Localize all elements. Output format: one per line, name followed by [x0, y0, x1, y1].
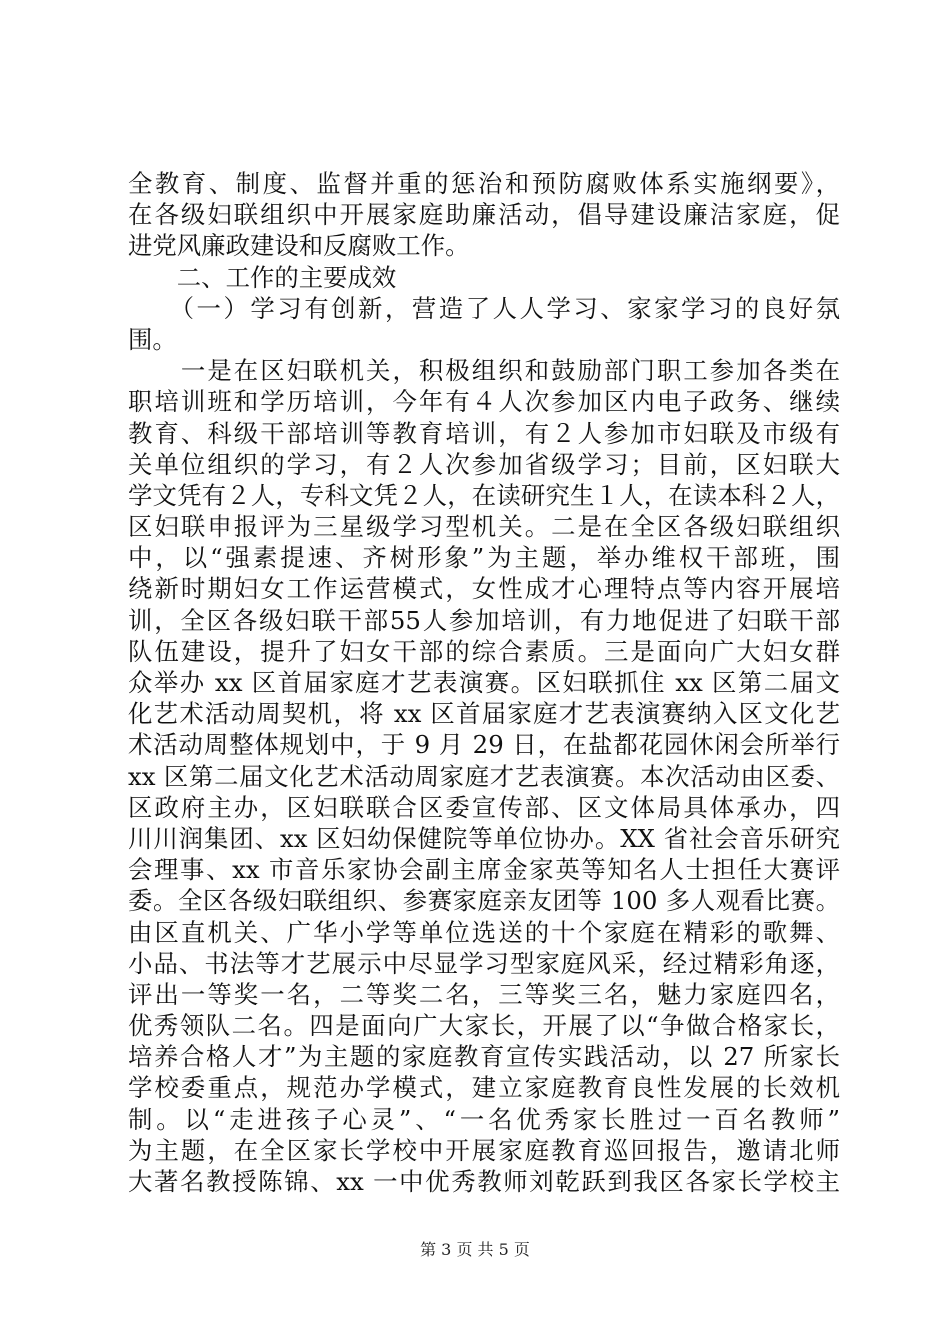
text-line: 小品、书法等才艺展示中尽显学习型家庭风采，经过精彩角逐，	[128, 948, 840, 978]
text-line: 进党风廉政建设和反腐败工作。	[128, 231, 470, 261]
text-line: 学文凭有２人，专科文凭２人，在读研究生１人，在读本科２人，	[128, 480, 840, 510]
text-line: 众举办 xx 区首届家庭才艺表演赛。区妇联抓住 xx 区第二届文	[128, 668, 840, 697]
text-line: 关单位组织的学习，有２人次参加省级学习；目前，区妇联大	[128, 449, 840, 479]
text-line: 围。	[128, 324, 177, 354]
subsection-heading: （一）学习有创新，营造了人人学习、家家学习的良好氛	[128, 293, 840, 323]
text-line: 由区直机关、广华小学等单位选送的十个家庭在精彩的歌舞、	[128, 917, 840, 947]
text-line: 大著名教授陈锦、xx 一中优秀教师刘乾跃到我区各家长学校主	[128, 1167, 840, 1196]
text-line: 制。以“走进孩子心灵”、“一名优秀家长胜过一百名教师”	[128, 1104, 840, 1134]
text-line: 职培训班和学历培训，今年有４人次参加区内电子政务、继续	[128, 387, 840, 417]
text-line: 教育、科级干部培训等教育培训，有２人参加市妇联及市级有	[128, 418, 840, 448]
text-line: 评出一等奖一名，二等奖二名，三等奖三名，魅力家庭四名，	[128, 979, 840, 1009]
text-line: 化艺术活动周契机，将 xx 区首届家庭才艺表演赛纳入区文化艺	[128, 699, 840, 729]
text-line: 术活动周整体规划中，于 9 月 29 日，在盐都花园休闲会所举行	[128, 730, 840, 760]
text-line: 队伍建设，提升了妇女干部的综合素质。三是面向广大妇女群	[128, 636, 840, 666]
text-line: 会理事、xx 市音乐家协会副主席金家英等知名人士担任大赛评	[128, 855, 840, 885]
text-line: 优秀领队二名。四是面向广大家长，开展了以“争做合格家长，	[128, 1011, 840, 1041]
text-line: 学校委重点，规范办学模式，建立家庭教育良性发展的长效机	[128, 1073, 840, 1103]
text-line: xx 区第二届文化艺术活动周家庭才艺表演赛。本次活动由区委、	[128, 761, 840, 791]
text-line: 区政府主办，区妇联联合区委宣传部、区文体局具体承办，四	[128, 792, 840, 822]
text-line: 全教育、制度、监督并重的惩治和预防腐败体系实施纲要》，	[128, 169, 840, 198]
page-number-footer: 第 3 页 共 5 页	[420, 1240, 530, 1259]
text-line: 川川润集团、xx 区妇幼保健院等单位协办。XX 省社会音乐研究	[128, 823, 840, 853]
section-heading: 二、工作的主要成效	[128, 262, 397, 292]
text-line: 绕新时期妇女工作运营模式，女性成才心理特点等内容开展培	[128, 574, 840, 604]
text-line: 一是在区妇联机关，积极组织和鼓励部门职工参加各类在	[128, 356, 840, 386]
text-line: 委。全区各级妇联组织、参赛家庭亲友团等 100 多人观看比赛。	[128, 886, 840, 916]
text-line: 培养合格人才”为主题的家庭教育宣传实践活动，以 27 所家长	[128, 1042, 840, 1072]
text-line: 训，全区各级妇联干部55人参加培训，有力地促进了妇联干部	[128, 605, 840, 635]
text-line: 中，以“强素提速、齐树形象”为主题，举办维权干部班，围	[128, 543, 840, 573]
document-body	[128, 168, 840, 1197]
text-line: 为主题，在全区家长学校中开展家庭教育巡回报告，邀请北师	[128, 1135, 840, 1165]
text-line: 区妇联申报评为三星级学习型机关。二是在全区各级妇联组织	[128, 512, 840, 542]
text-line: 在各级妇联组织中开展家庭助廉活动，倡导建设廉洁家庭，促	[128, 200, 840, 230]
